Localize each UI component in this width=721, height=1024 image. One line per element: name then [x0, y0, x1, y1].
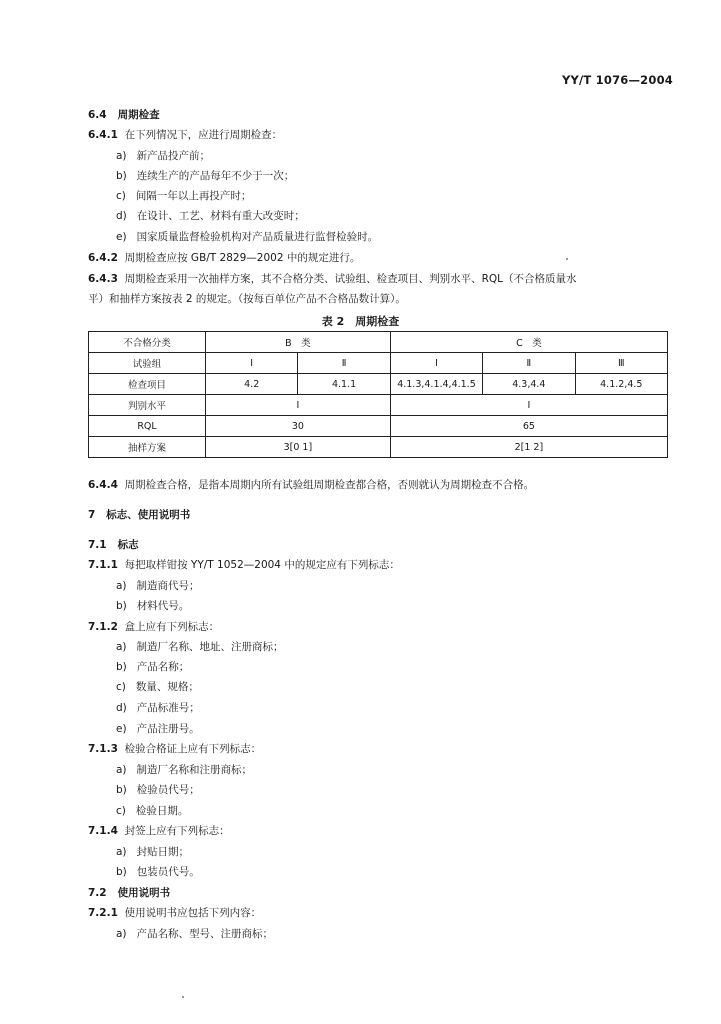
section-number: 7.2 [88, 887, 107, 899]
section-number: 7 [88, 509, 96, 521]
list-marker: c) [116, 190, 126, 202]
list-text: 检验日期。 [135, 805, 189, 817]
section-number: 6.4 [88, 109, 107, 121]
clause-number: 7.1.3 [88, 743, 118, 755]
table-caption: 表 2 周期检查 [321, 315, 400, 328]
list-marker: b) [116, 661, 127, 673]
list-text: 制造商代号； [136, 580, 200, 592]
list-marker: a) [116, 928, 127, 940]
table-cell: Ⅱ [298, 353, 390, 374]
clause-text: 每把取样钳按 YY/T 1052—2004 中的规定应有下列标志： [124, 559, 400, 571]
list-marker: b) [116, 170, 127, 182]
clause-text: 周期检查合格，是指本周期内所有试验组周期检查都合格，否则就认为周期检查不合格。 [124, 479, 535, 491]
list-text: 国家质量监督检验机构对产品质量进行监督检验时。 [136, 231, 379, 243]
clause-number: 7.1.1 [88, 559, 118, 571]
row-header: 不合格分类 [89, 332, 206, 353]
list-marker: b) [116, 600, 127, 612]
clause-6-4-1 [88, 128, 282, 142]
clause-6-4-3-continued [88, 292, 406, 306]
row-header: 试验组 [89, 353, 206, 374]
clause-text: 封签上应有下列标志： [124, 825, 230, 837]
list-marker: c) [116, 681, 126, 693]
list-item [116, 701, 200, 715]
list-marker: a) [116, 764, 127, 776]
clause-number: 7.2.1 [88, 907, 118, 919]
list-marker: a) [116, 580, 127, 592]
standard-number: YY/T 1076—2004 [561, 73, 673, 87]
clause-text: 在下列情况下，应进行周期检查： [124, 129, 283, 141]
list-text: 在设计、工艺、材料有重大改变时； [136, 210, 305, 222]
clause-6-4-3 [88, 272, 577, 286]
table-cell: 30 [206, 416, 391, 437]
clause-7-1-3 [88, 742, 261, 756]
list-text: 产品名称； [136, 661, 190, 673]
clause-number: 7.1.4 [88, 825, 118, 837]
list-text: 检验员代号； [136, 784, 200, 796]
clause-7-2-1 [88, 906, 261, 920]
table-cell: Ⅰ [390, 395, 667, 416]
row-header: 抽样方案 [89, 437, 206, 458]
list-item [116, 783, 200, 797]
list-text: 产品标准号； [136, 702, 200, 714]
list-text: 产品注册号。 [136, 723, 200, 735]
list-marker: e) [116, 231, 127, 243]
table-row [89, 416, 668, 437]
list-marker: d) [116, 210, 127, 222]
section-title: 使用说明书 [117, 887, 171, 899]
clause-number: 6.4.4 [88, 479, 118, 491]
table-row [89, 374, 668, 395]
list-item [116, 865, 200, 879]
table-cell: B 类 [206, 332, 391, 353]
section-title: 周期检查 [117, 109, 160, 121]
clause-7-1-1 [88, 558, 400, 572]
clause-text: 周期检查采用一次抽样方案，其不合格分类、试验组、检查项目、判别水平、RQL（不合格质量水 [124, 273, 577, 285]
section-7-heading [88, 508, 190, 522]
list-item [116, 804, 188, 818]
list-item [116, 209, 305, 223]
list-marker: b) [116, 866, 127, 878]
table-cell: 65 [390, 416, 667, 437]
list-text: 数量、规格； [135, 681, 199, 693]
list-item [116, 189, 251, 203]
table-cell: Ⅰ [206, 395, 391, 416]
list-marker: e) [116, 723, 127, 735]
list-marker: c) [116, 805, 126, 817]
table-cell: 3[0 1] [206, 437, 391, 458]
list-item [116, 230, 378, 244]
table-cell: Ⅰ [390, 353, 482, 374]
table-cell: 4.1.2,4.5 [575, 374, 667, 395]
table-cell: 4.1.3,4.1.4,4.1.5 [390, 374, 482, 395]
clause-text: 使用说明书应包括下列内容： [124, 907, 262, 919]
list-text: 产品名称、型号、注册商标； [136, 928, 274, 940]
list-text: 封贴日期； [136, 846, 190, 858]
list-text: 新产品投产前； [136, 150, 211, 162]
section-title: 标志 [117, 539, 139, 551]
clause-6-4-4 [88, 478, 534, 492]
list-item [116, 599, 189, 613]
list-marker: d) [116, 702, 127, 714]
clause-6-4-2 [88, 251, 360, 265]
table-cell: 2[1 2] [390, 437, 667, 458]
table-cell: Ⅱ [483, 353, 575, 374]
list-text: 间隔一年以上再投产时； [135, 190, 252, 202]
section-7-2-heading [88, 886, 170, 900]
list-marker: a) [116, 150, 127, 162]
table-row [89, 353, 668, 374]
row-header: RQL [89, 416, 206, 437]
scan-speck [566, 258, 568, 260]
table-row [89, 395, 668, 416]
table-cell: Ⅰ [206, 353, 298, 374]
list-item [116, 680, 199, 694]
list-item [116, 927, 273, 941]
clause-number: 6.4.3 [88, 273, 118, 285]
row-header: 判别水平 [89, 395, 206, 416]
list-item [116, 845, 189, 859]
row-header: 检查项目 [89, 374, 206, 395]
list-item [116, 169, 294, 183]
scan-speck [182, 996, 184, 998]
list-item [116, 660, 189, 674]
list-item [116, 579, 200, 593]
clause-number: 7.1.2 [88, 621, 118, 633]
list-text: 制造厂名称和注册商标； [136, 764, 253, 776]
list-text: 包装员代号。 [136, 866, 200, 878]
list-item [116, 640, 284, 654]
section-7-1-heading [88, 538, 139, 552]
clause-number: 6.4.2 [88, 252, 118, 264]
list-item [116, 763, 252, 777]
section-number: 7.1 [88, 539, 107, 551]
clause-text: 平）和抽样方案按表 2 的规定。（按每百单位产品不合格品数计算）。 [88, 293, 406, 305]
clause-7-1-2 [88, 620, 219, 634]
list-text: 连续生产的产品每年不少于一次； [136, 170, 295, 182]
clause-7-1-4 [88, 824, 230, 838]
table-cell: 4.3,4.4 [483, 374, 575, 395]
list-marker: a) [116, 641, 127, 653]
table-cell: C 类 [390, 332, 667, 353]
table-cell: 4.2 [206, 374, 298, 395]
clause-number: 6.4.1 [88, 129, 118, 141]
table-cell: 4.1.1 [298, 374, 390, 395]
section-title: 标志、使用说明书 [106, 509, 191, 521]
section-6-4-heading [88, 108, 160, 122]
list-item [116, 722, 200, 736]
table-row [89, 437, 668, 458]
table-cell: Ⅲ [575, 353, 667, 374]
clause-text: 盒上应有下列标志： [124, 621, 220, 633]
list-item [116, 149, 210, 163]
clause-text: 检验合格证上应有下列标志： [124, 743, 262, 755]
list-text: 材料代号。 [136, 600, 190, 612]
list-marker: b) [116, 784, 127, 796]
periodic-inspection-table [88, 331, 668, 458]
table-row [89, 332, 668, 353]
list-marker: a) [116, 846, 127, 858]
list-text: 制造厂名称、地址、注册商标； [136, 641, 284, 653]
clause-text: 周期检查应按 GB/T 2829—2002 中的规定进行。 [124, 252, 361, 264]
